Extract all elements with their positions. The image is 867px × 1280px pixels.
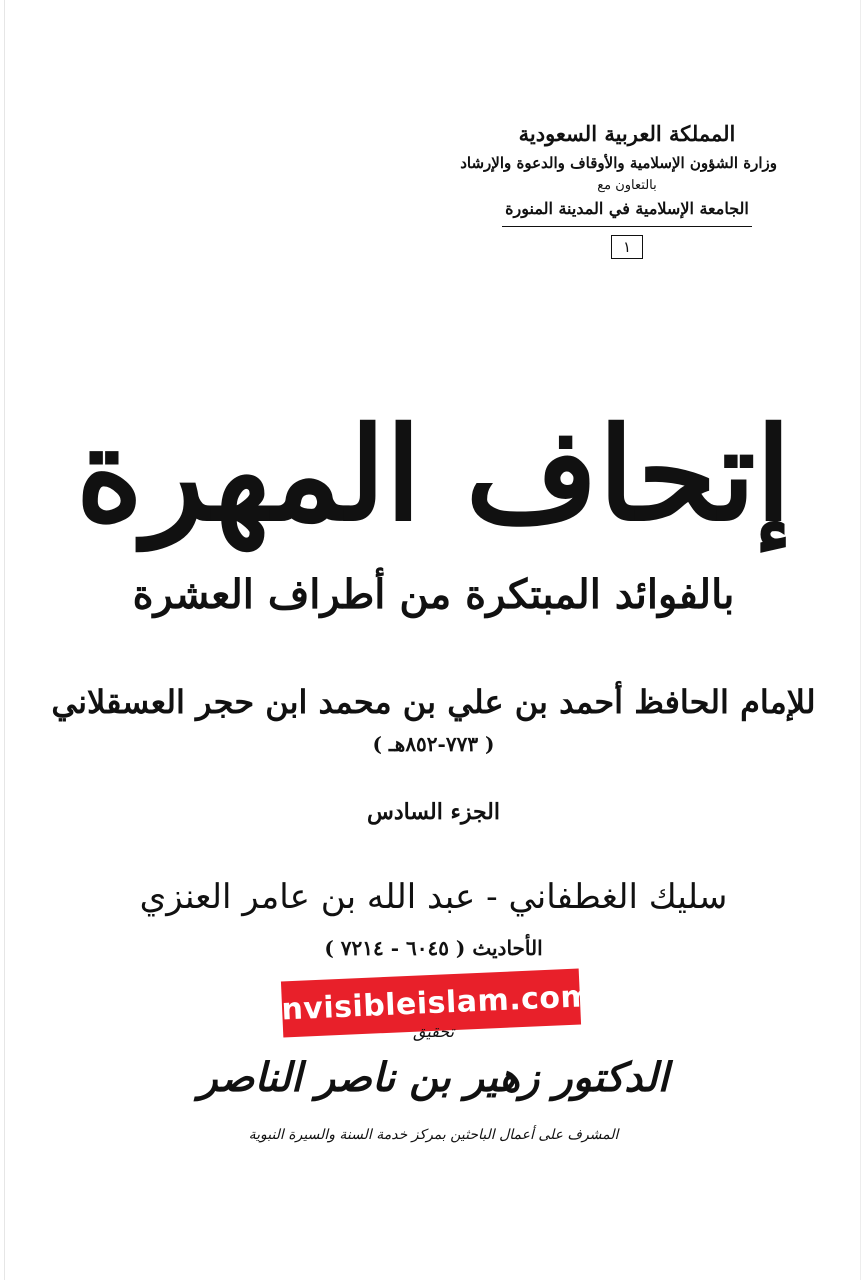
book-author: للإمام الحافظ أحمد بن علي بن محمد ابن حجر العسقلاني [51,683,816,721]
chief-editor-role: المشرف على أعمال الباحثين بمركز خدمة السنة والسيرة النبوية [248,1127,619,1143]
hadith-range: الأحاديث ( ٦٠٤٥ - ٧٢١٤ ) [324,936,543,960]
tahqiq-label: تحقيق [412,1022,455,1041]
book-title: إتحاف المهرة [75,400,792,550]
header-divider [502,226,752,227]
publisher-header [460,118,777,259]
ministry-name: وزارة الشؤون الإسلامية والأوقاف والدعوة والإرشاد [460,154,777,172]
university-name: الجامعة الإسلامية في المدينة المنورة [505,199,749,218]
chief-editor-name: الدكتور زهير بن ناصر الناصر [198,1054,669,1101]
author-dates: ( ٧٧٣-٨٥٢هـ ) [372,732,495,756]
volume-label: الجزء السادس [367,799,500,825]
volume-editors: سليك الغطفاني - عبد الله بن عامر العنزي [139,877,728,917]
watermark-text: Invisibleislam.com [269,978,593,1028]
book-subtitle: بالفوائد المبتكرة من أطراف العشرة [132,571,735,618]
cooperation-label: بالتعاون مع [597,178,657,193]
series-number-box: ١ [611,235,643,259]
kingdom-name: المملكة العربية السعودية [518,121,736,146]
